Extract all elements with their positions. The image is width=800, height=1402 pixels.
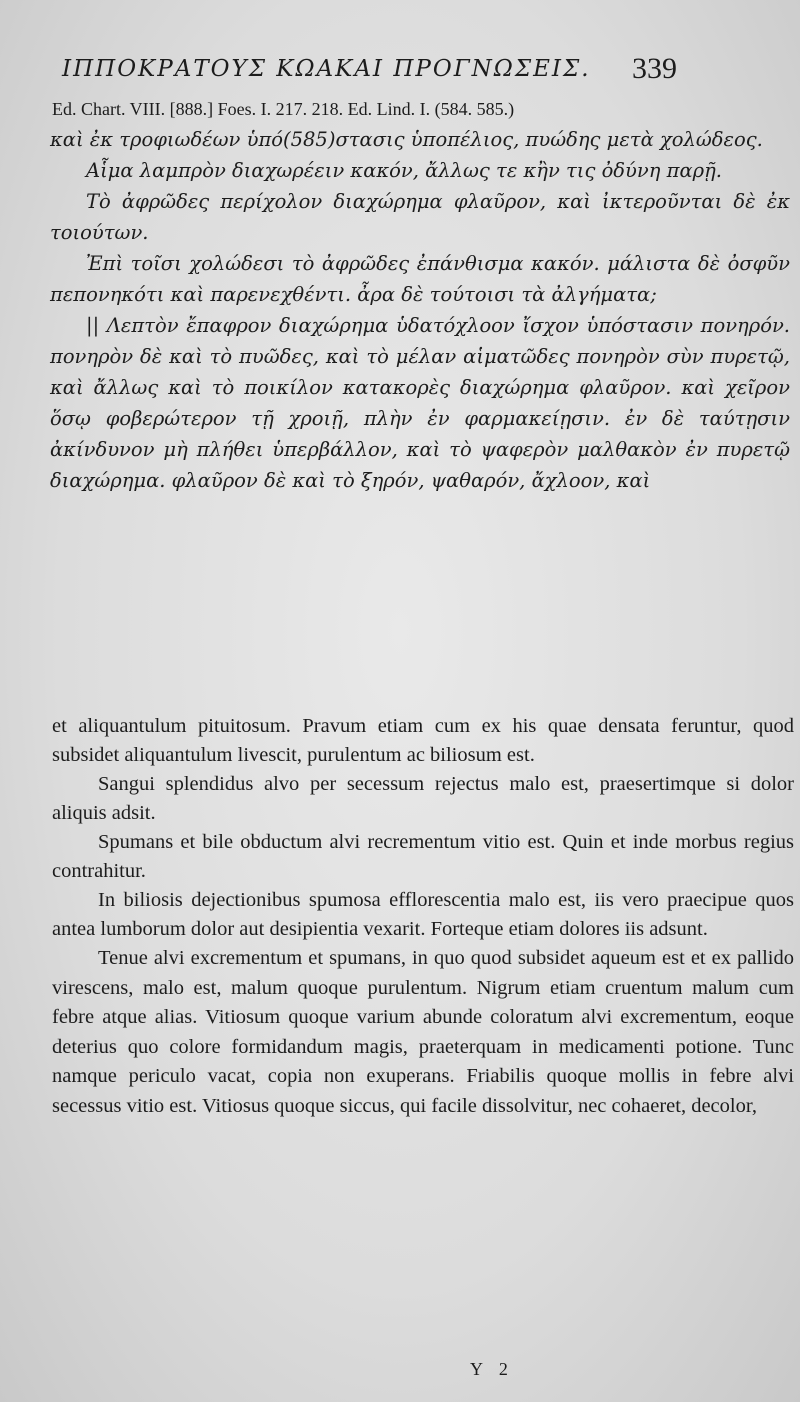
latin-paragraph: In biliosis dejectionibus spumosa efflorescentia malo est, iis vero praecipue quos antea lumborum dolor aut desipientia vexarit. Forteque etiam dolores iis adsunt. bbox=[52, 889, 794, 940]
latin-text-block bbox=[52, 712, 794, 1121]
greek-paragraph: || Λεπτὸν ἔπαφρον διαχώρημα ὑδατόχλοον ἴσχον ὑπόστασιν πονηρόν. πονηρὸν δὲ καὶ τὸ πυῶδες, καὶ τὸ μέλαν αἱματῶδες πονηρὸν σὺν πυρετῷ, καὶ ἄλλως καὶ τὸ ποικίλον κατακορὲς διαχώρημα φλαῦρον. καὶ χεῖρον ὅσῳ φοβερώτερον τῇ χροιῇ, πλὴν ἐν φαρμακείῃσιν. ἐν δὲ ταύτῃσιν ἀκίνδυνον μὴ πλήθει ὑπερβάλλον, καὶ τὸ ψαφερὸν μαλθακὸν ἐν πυρετῷ διαχώρημα. φλαῦρον δὲ καὶ τὸ ξηρόν, ψαθαρόν, ἄχλοον, καὶ bbox=[50, 314, 790, 492]
greek-paragraph: καὶ ἐκ τροφιωδέων ὑπό(585)στασις ὑποπέλιος, πυώδης μετὰ χολώδεος. bbox=[50, 128, 763, 151]
latin-paragraph: Spumans et bile obductum alvi recrementum vitio est. Quin et inde morbus regius contrahitur. bbox=[52, 831, 794, 882]
printer-signature-mark: Y 2 bbox=[470, 1359, 514, 1379]
greek-paragraph: Τὸ ἀφρῶδες περίχολον διαχώρημα φλαῦρον, καὶ ἰκτεροῦνται δὲ ἐκ τοιούτων. bbox=[50, 190, 790, 244]
latin-paragraph: Tenue alvi excrementum et spumans, in quo quod subsidet aqueum est et ex pallido virescens, malo est, malum quoque purulentum. Nigrum etiam cruentum malum cum febre atque alias. Vitiosum quoque varium abunde coloratum alvi excrementum, eoque deterius quo colore formidandum magis, praeterquam in medicamenti potione. Tunc namque periculo vacat, copia non exuperans. Friabilis quoque mollis in febre alvi secessus vitio est. Vitiosus quoque siccus, qui facile dissolvitur, nec cohaeret, decolor, bbox=[52, 947, 794, 1117]
latin-paragraph: Sangui splendidus alvo per secessum rejectus malo est, praesertimque si dolor aliquis adsit. bbox=[52, 773, 794, 824]
greek-paragraph: Ἐπὶ τοῖσι χολώδεσι τὸ ἀφρῶδες ἐπάνθισμα κακόν. μάλιστα δὲ ὀσφῦν πεπονηκότι καὶ παρενεχθέντι. ἆρα δὲ τούτοισι τὰ ἀλγήματα; bbox=[50, 252, 790, 306]
greek-text-block bbox=[50, 124, 790, 496]
running-title: ΙΠΠΟΚΡΑΤΟΥΣ ΚΩΑΚΑΙ ΠΡΟΓΝΩΣΕΙΣ. bbox=[62, 56, 591, 82]
latin-paragraph: et aliquantulum pituitosum. Pravum etiam cum ex his quae densata feruntur, quod subsidet aliquantulum livescit, purulentum ac biliosum est. bbox=[52, 715, 794, 766]
greek-paragraph: Αἷμα λαμπρὸν διαχωρέειν κακόν, ἄλλως τε κἢν τις ὀδύνη παρῇ. bbox=[86, 159, 722, 182]
edition-reference-line: Ed. Chart. VIII. [888.] Foes. I. 217. 218. Ed. Lind. I. (584. 585.) bbox=[52, 99, 515, 119]
page-number: 339 bbox=[632, 52, 677, 85]
page-header bbox=[62, 52, 800, 92]
